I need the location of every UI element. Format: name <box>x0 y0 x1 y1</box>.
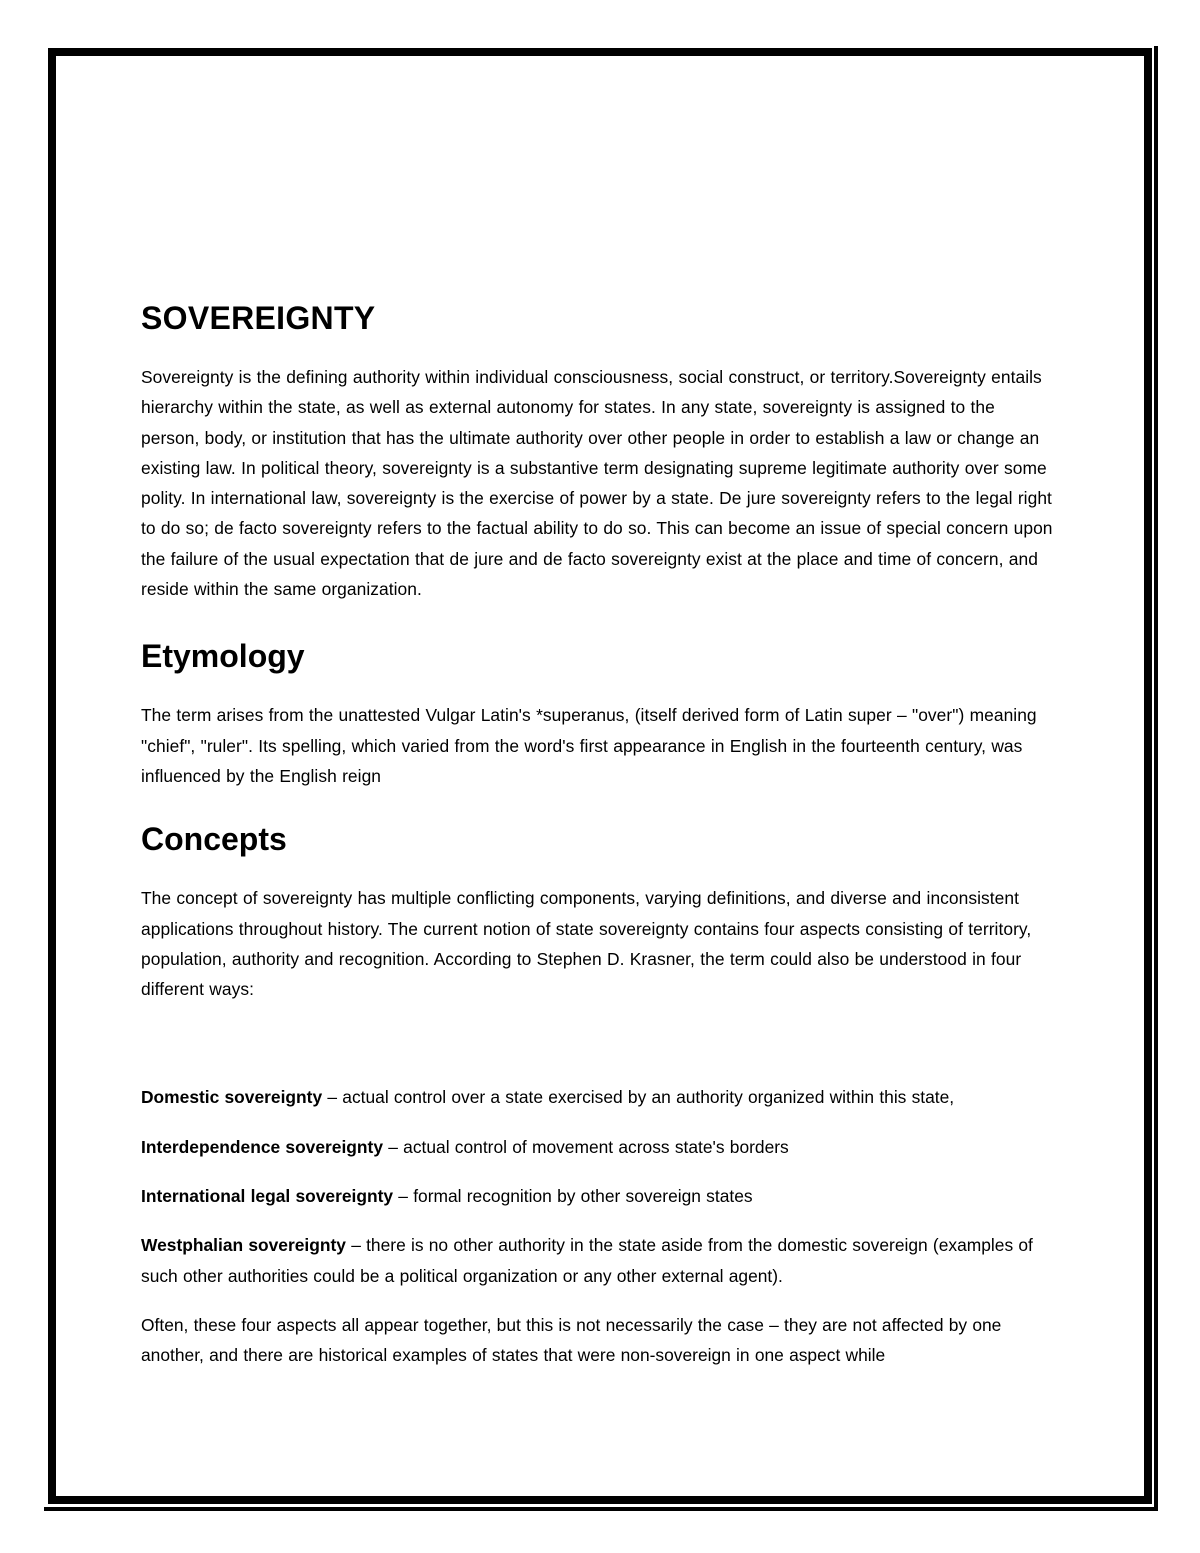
etymology-heading: Etymology <box>141 638 305 675</box>
definition-item <box>141 1230 1053 1291</box>
intro-paragraph: Sovereignty is the defining authority within individual consciousness, social construct, or territory.Sovereignty entails hierarchy within the state, as well as external autonomy for states. In any state, sovereignty is assigned to the person, body, or institution that has the ultimate authority over other people in order to establish a law or change an existing law. In political theory, sovereignty is a substantive term designating supreme legitimate authority over some polity. In international law, sovereignty is the exercise of power by a state. De jure sovereignty refers to the legal right to do so; de facto sovereignty refers to the factual ability to do so. This can become an issue of special concern upon the failure of the usual expectation that de jure and de facto sovereignty exist at the place and time of concern, and reside within the same organization. <box>141 367 1053 600</box>
definition-term: Domestic sovereignty <box>141 1087 323 1108</box>
concepts-paragraph: The concept of sovereignty has multiple conflicting components, varying definitions, and diverse and inconsistent applications throughout history. The current notion of state sovereignty contains four aspects consisting of territory, population, authority and recognition. According to Stephen D. Krasner, the term could also be understood in four different ways: <box>141 888 1032 1000</box>
closing-paragraph: Often, these four aspects all appear together, but this is not necessarily the case – they are not affected by one another, and there are historical examples of states that were non-sovereign in one aspect while <box>141 1314 1002 1366</box>
etymology-paragraph: The term arises from the unattested Vulgar Latin's *superanus, (itself derived form of Latin super – "over") meaning "chief", "ruler". Its spelling, which varied from the word's first appearance in English in the fourteenth century, was influenced by the English reign <box>141 705 1037 786</box>
concepts-heading: Concepts <box>141 821 287 858</box>
definition-term: Westphalian sovereignty <box>141 1235 346 1256</box>
document-content <box>141 296 1053 1390</box>
definition-text: – there is no other authority in the state aside from the domestic sovereign (examples of such other authorities could be a political organization or any other external agent). <box>141 1235 1033 1286</box>
definition-text: – actual control over a state exercised by an authority organized within this state, <box>322 1087 955 1108</box>
spacer <box>141 1030 1053 1082</box>
definition-term: International legal sovereignty <box>141 1186 394 1207</box>
definition-item <box>141 1132 1053 1162</box>
definition-text: – actual control of movement across state's borders <box>383 1136 789 1157</box>
document-title: SOVEREIGNTY <box>141 300 376 336</box>
definition-item <box>141 1082 1053 1112</box>
definition-item <box>141 1181 1053 1211</box>
definition-term: Interdependence sovereignty <box>141 1136 384 1157</box>
definition-text: – formal recognition by other sovereign states <box>393 1186 753 1207</box>
